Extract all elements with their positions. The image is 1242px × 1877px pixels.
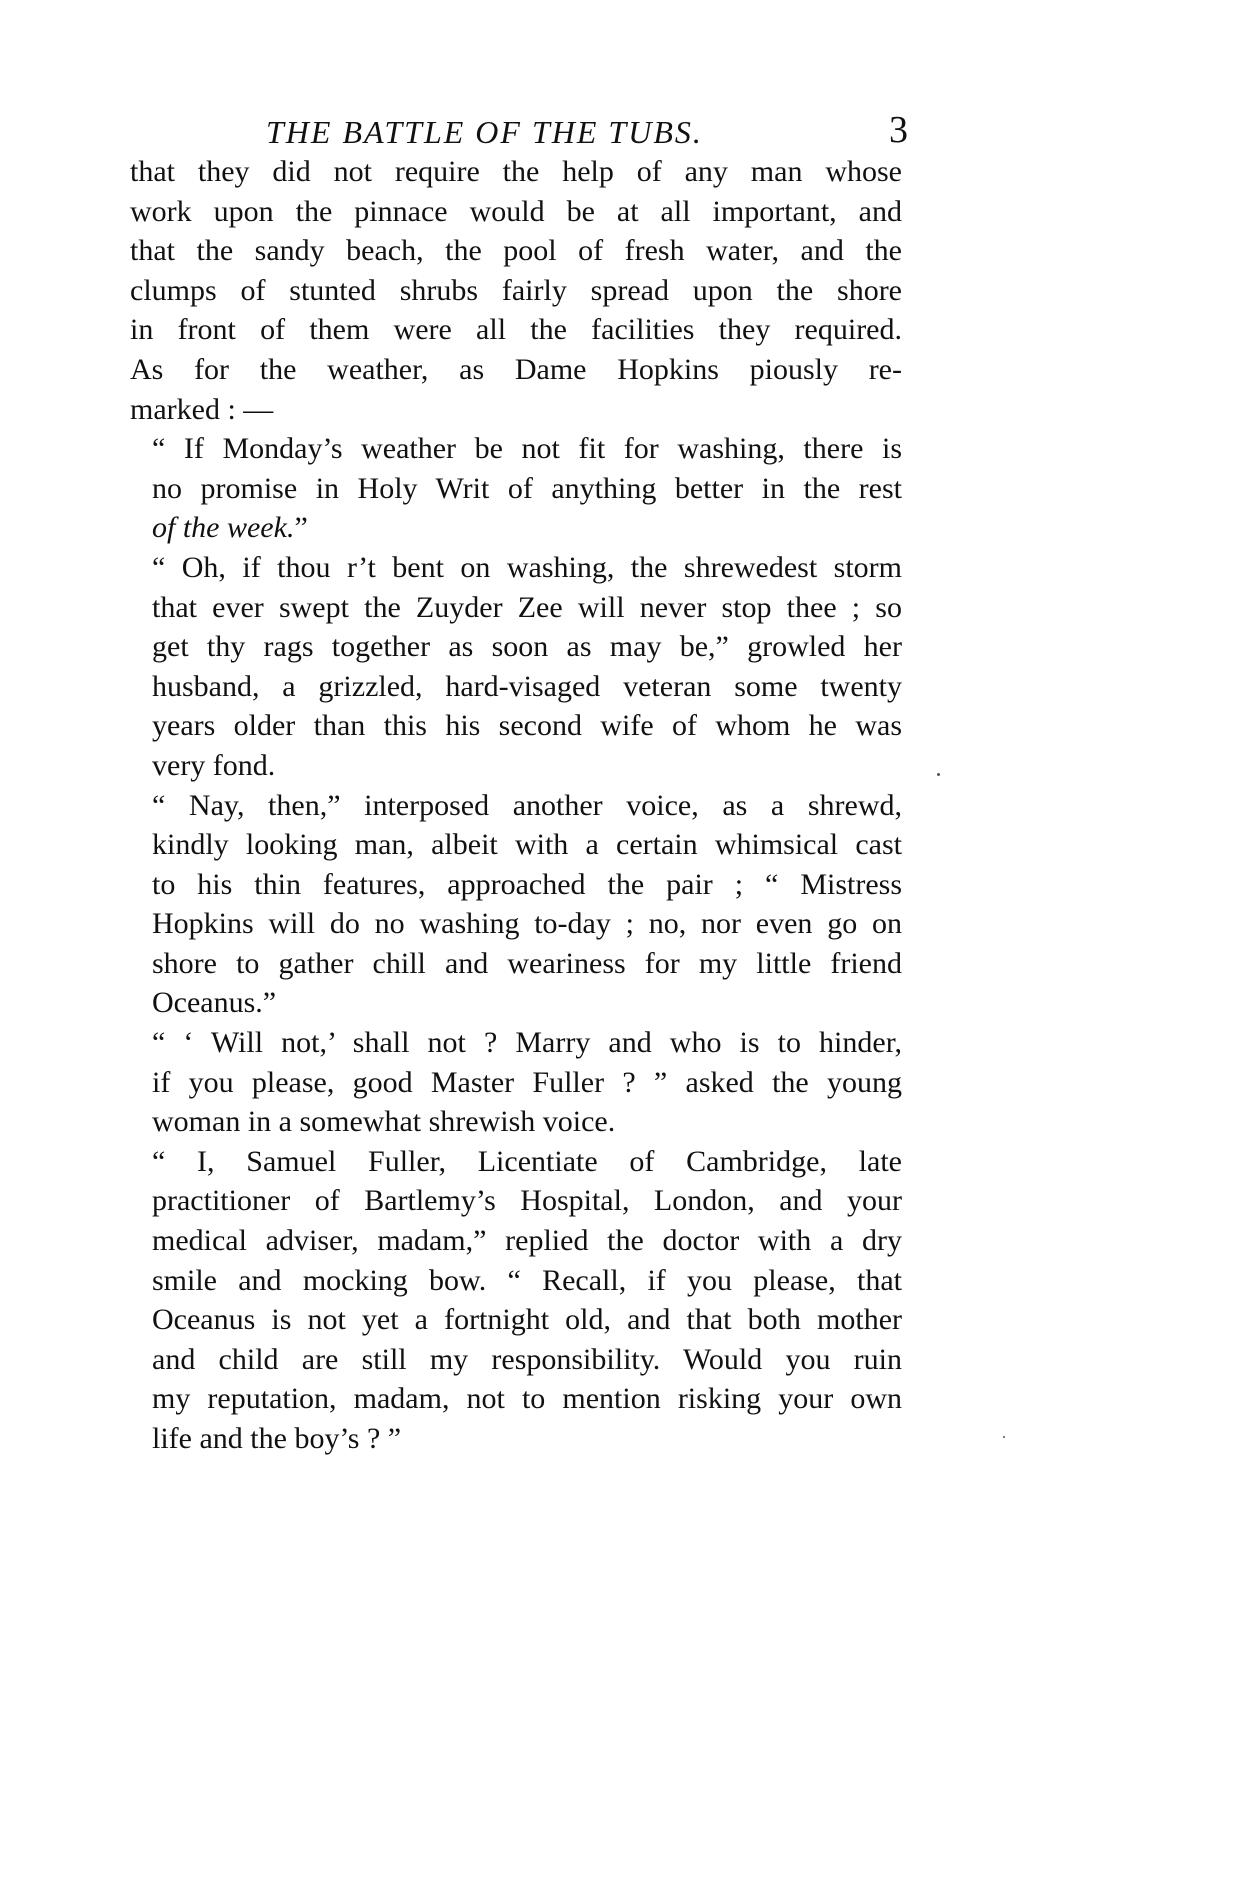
- text-line: very fond.: [152, 748, 276, 782]
- italic-phrase: of the week.: [152, 511, 295, 545]
- running-title: THE BATTLE OF THE TUBS.: [266, 114, 703, 150]
- text-line: work upon the pinnace would be at all important, and: [130, 194, 902, 228]
- text-line: get thy rags together as soon as may be,” growled her: [152, 630, 902, 664]
- text-line: practitioner of Bartlemy’s Hospital, London, and your: [152, 1184, 902, 1218]
- body-text: [130, 152, 902, 1459]
- text-line: “ ‘ Will not,’ shall not ? Marry and who is to hinder,: [152, 1026, 902, 1060]
- print-speck: [937, 773, 940, 776]
- text-line: that ever swept the Zuyder Zee will never stop thee ; so: [152, 590, 902, 624]
- paragraph: [130, 1023, 902, 1142]
- text-line: As for the weather, as Dame Hopkins piously re-: [130, 352, 902, 386]
- text-line: shore to gather chill and weariness for my little friend: [152, 946, 902, 980]
- paragraph: [130, 1142, 902, 1459]
- text-line: clumps of stunted shrubs fairly spread upon the shore: [130, 273, 902, 307]
- text-line: that the sandy beach, the pool of fresh water, and the: [130, 234, 902, 268]
- text-line: of the week.”: [152, 511, 308, 545]
- text-line: my reputation, madam, not to mention risking your own: [152, 1382, 902, 1416]
- paragraph: [130, 786, 902, 1024]
- paragraph: [130, 152, 902, 429]
- text-line: Oceanus.”: [152, 986, 277, 1020]
- text-line: medical adviser, madam,” replied the doctor with a dry: [152, 1224, 902, 1258]
- text-line: “ I, Samuel Fuller, Licentiate of Cambridge, late: [152, 1144, 902, 1178]
- text-line: kindly looking man, albeit with a certain whimsical cast: [152, 828, 902, 862]
- text-line: Oceanus is not yet a fortnight old, and that both mother: [152, 1303, 902, 1337]
- text-line: smile and mocking bow. “ Recall, if you please, that: [152, 1263, 902, 1297]
- text-line: to his thin features, approached the pair ; “ Mistress: [152, 867, 902, 901]
- text-line: that they did not require the help of any man whose: [130, 155, 902, 188]
- text-line: husband, a grizzled, hard-visaged veteran some twenty: [152, 669, 902, 703]
- text-line: and child are still my responsibility. Would you ruin: [152, 1342, 902, 1376]
- text-line: if you please, good Master Fuller ? ” asked the young: [152, 1065, 902, 1099]
- text-line: Hopkins will do no washing to-day ; no, nor even go on: [152, 907, 902, 941]
- text-line: years older than this his second wife of whom he was: [152, 709, 902, 743]
- paragraph: [130, 548, 902, 786]
- paragraph: [130, 429, 902, 548]
- text-line: “ If Monday’s weather be not fit for washing, there is: [152, 432, 902, 466]
- text-line: in front of them were all the facilities they required.: [130, 313, 902, 347]
- text-line: life and the boy’s ? ”: [152, 1422, 402, 1455]
- text-line: marked : —: [130, 392, 274, 426]
- text-line: “ Oh, if thou r’t bent on washing, the shrewedest storm: [152, 550, 902, 584]
- page-number: 3: [889, 109, 908, 151]
- text-line: woman in a somewhat shrewish voice.: [152, 1105, 616, 1139]
- print-speck: [1003, 1436, 1005, 1438]
- text-line: no promise in Holy Writ of anything better in the rest: [152, 471, 902, 505]
- text-line: “ Nay, then,” interposed another voice, as a shrewd,: [152, 788, 902, 822]
